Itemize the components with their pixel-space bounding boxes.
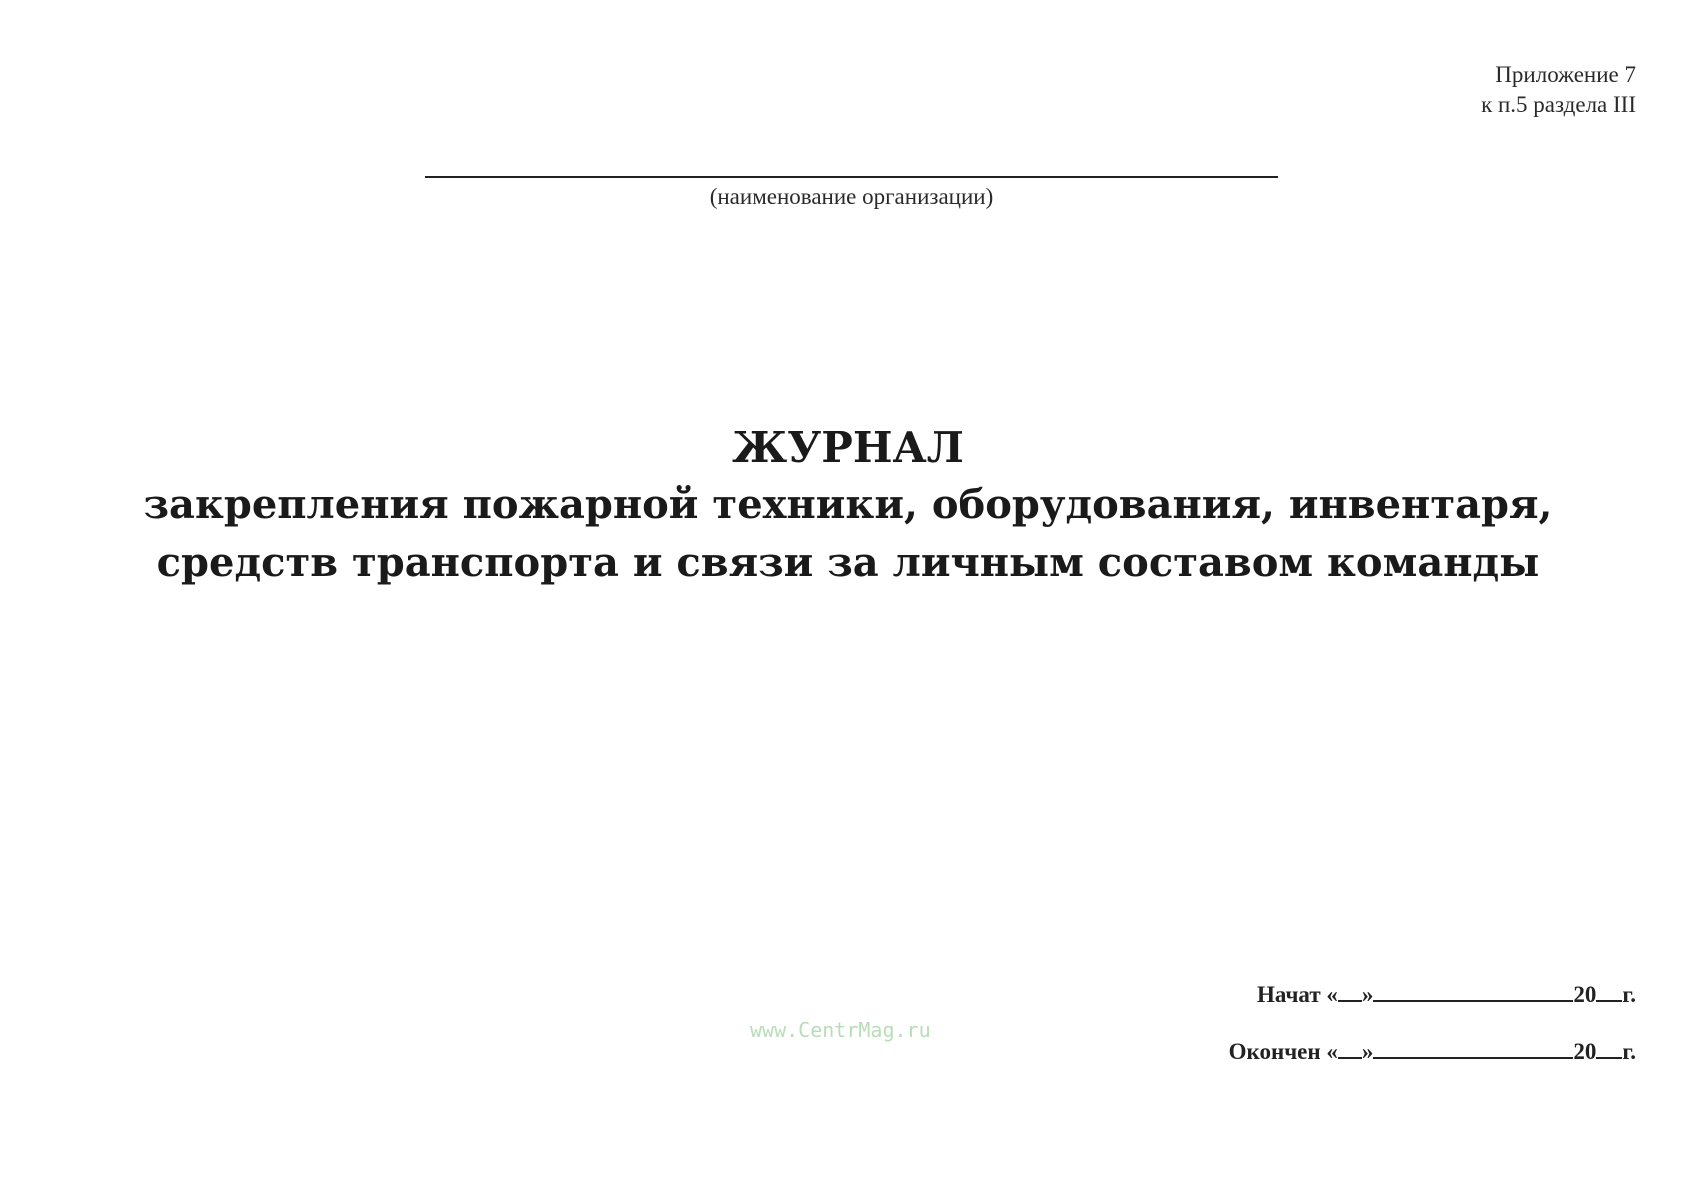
organization-caption: (наименование организации) [709,184,994,209]
journal-title [0,420,1696,592]
started-date-row [1229,975,1636,1032]
appendix-note [1481,60,1636,120]
organization-block [425,176,1278,210]
started-year-prefix: 20 [1573,982,1597,1007]
ended-month-blank [1373,1039,1573,1059]
ended-date-row [1229,1032,1636,1089]
dates-block [1229,975,1636,1089]
title-main: ЖУРНАЛ [732,423,964,472]
ended-year-prefix: 20 [1573,1039,1597,1064]
watermark: www.CentrMag.ru [750,1018,931,1042]
title-subtitle-line-2: средств транспорта и связи за личным составом команды [156,539,1540,586]
started-month-blank [1373,982,1573,1002]
title-subtitle-line-1: закрепления пожарной техники, оборудования, инвентаря, [143,481,1553,528]
appendix-line-1: Приложение 7 [1495,62,1636,87]
appendix-line-2: к п.5 раздела III [1481,92,1636,117]
ended-label: Окончен « [1228,1039,1338,1064]
started-day-blank [1338,982,1362,1002]
ended-year-blank [1596,1039,1622,1059]
ended-quote-close: » [1361,1039,1374,1064]
started-quote-close: » [1361,982,1374,1007]
organization-name-line [425,176,1278,178]
started-label: Начат « [1256,982,1338,1007]
started-year-suffix: г. [1622,982,1636,1007]
ended-day-blank [1338,1039,1362,1059]
started-year-blank [1596,982,1622,1002]
ended-year-suffix: г. [1622,1039,1636,1064]
